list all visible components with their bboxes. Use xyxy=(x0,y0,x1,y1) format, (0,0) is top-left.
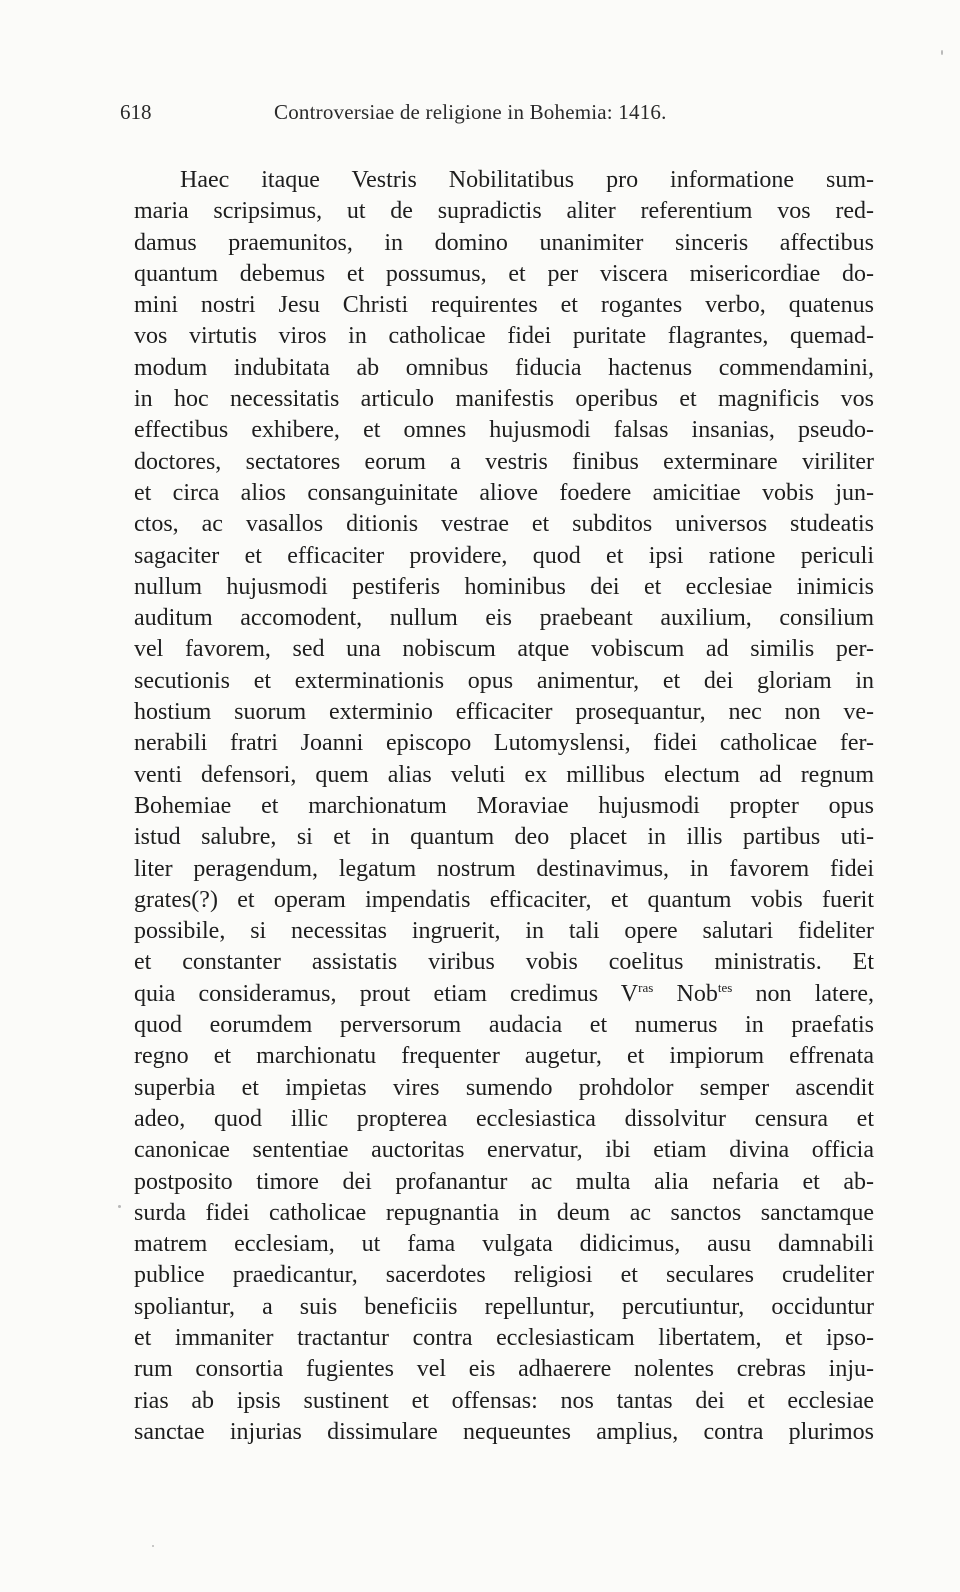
text-line: superbia et impietas vires sumendo prohdolor semper ascendit xyxy=(134,1074,874,1101)
text-line: publice praedicantur, sacerdotes religiosi et seculares crudeliter xyxy=(134,1262,874,1289)
page-number: 618 xyxy=(120,100,152,124)
text-line: liter peragendum, legatum nostrum destinavimus, in favorem fidei xyxy=(134,855,874,882)
text-line: adeo, quod illic propterea ecclesiastica dissolvitur censura et xyxy=(134,1105,874,1132)
text-line: matrem ecclesiam, ut fama vulgata didicimus, ausu damnabili xyxy=(134,1231,874,1258)
text-line: Bohemiae et marchionatum Moraviae hujusmodi propter opus xyxy=(134,792,874,819)
text-line-with-superscripts xyxy=(134,979,874,1010)
text-line: rum consortia fugientes vel eis adhaerere nolentes crebras inju- xyxy=(134,1356,874,1383)
text-line: possibile, si necessitas ingruerit, in tali opere salutari fideliter xyxy=(134,918,874,945)
scan-speck xyxy=(152,1545,154,1547)
text-line: quod eorumdem perversorum audacia et numerus in praefatis xyxy=(134,1012,874,1039)
superscript-abbrev: tes xyxy=(717,979,733,995)
text-line: nerabili fratri Joanni episcopo Lutomyslensi, fidei catholicae fer- xyxy=(134,730,874,757)
text-segment: Nob xyxy=(653,980,718,1007)
text-segment: quia consideramus, prout etiam credimus V xyxy=(134,980,639,1007)
body-text xyxy=(134,165,874,1448)
text-line: et constanter assistatis viribus vobis coelitus ministratis. Et xyxy=(134,949,874,976)
text-line: postposito timore dei profanantur ac multa alia nefaria et ab- xyxy=(134,1168,874,1195)
text-line: doctores, sectatores eorum a vestris finibus exterminare viriliter xyxy=(134,448,874,475)
text-line: et immaniter tractantur contra ecclesiasticam libertatem, et ipso- xyxy=(134,1324,874,1351)
text-segment: non latere, xyxy=(732,980,874,1007)
text-line: secutionis et exterminationis opus animentur, et dei gloriam in xyxy=(134,667,874,694)
text-line: spoliantur, a suis beneficiis repelluntur, percutiuntur, occiduntur xyxy=(134,1293,874,1320)
text-line: hostium suorum exterminio efficaciter prosequantur, nec non ve- xyxy=(134,699,874,726)
text-line: ctos, ac vasallos ditionis vestrae et subditos universos studeatis xyxy=(134,511,874,538)
scan-speck xyxy=(118,1205,121,1208)
text-line: sanctae injurias dissimulare nequeuntes amplius, contra plurimos xyxy=(134,1418,874,1445)
text-line: canonicae sententiae auctoritas enervatur, ibi etiam divina officia xyxy=(134,1137,874,1164)
running-head: Controversiae de religione in Bohemia: 1416. xyxy=(274,100,667,124)
text-line: surda fidei catholicae repugnantia in deum ac sanctos sanctamque xyxy=(134,1199,874,1226)
text-line: grates(?) et operam impendatis efficaciter, et quantum vobis fuerit xyxy=(134,886,874,913)
superscript-abbrev: ras xyxy=(638,979,654,995)
text-line: istud salubre, si et in quantum deo placet in illis partibus uti- xyxy=(134,824,874,851)
text-line: rias ab ipsis sustinent et offensas: nos tantas dei et ecclesiae xyxy=(134,1387,874,1414)
text-line: effectibus exhibere, et omnes hujusmodi falsas insanias, pseudo- xyxy=(134,417,874,444)
scan-speck xyxy=(941,50,943,55)
text-line: mini nostri Jesu Christi requirentes et rogantes verbo, quatenus xyxy=(134,292,874,319)
text-line: modum indubitata ab omnibus fiducia hactenus commendamini, xyxy=(134,354,874,381)
text-line: et circa alios consanguinitate aliove foedere amicitiae vobis jun- xyxy=(134,479,874,506)
page-header xyxy=(120,100,860,130)
text-line: regno et marchionatu frequenter augetur, et impiorum effrenata xyxy=(134,1043,874,1070)
text-line: quantum debemus et possumus, et per viscera misericordiae do- xyxy=(134,260,874,287)
text-line: in hoc necessitatis articulo manifestis operibus et magnificis vos xyxy=(134,386,874,413)
text-line: Haec itaque Vestris Nobilitatibus pro informatione sum- xyxy=(180,167,874,193)
text-line: sagaciter et efficaciter providere, quod et ipsi ratione periculi xyxy=(134,542,874,569)
text-line: nullum hujusmodi pestiferis hominibus dei et ecclesiae inimicis xyxy=(134,573,874,600)
text-line: vos virtutis viros in catholicae fidei puritate flagrantes, quemad- xyxy=(134,323,874,350)
text-line: damus praemunitos, in domino unanimiter sinceris affectibus xyxy=(134,229,874,256)
text-line: maria scripsimus, ut de supradictis aliter referentium vos red- xyxy=(134,198,874,225)
text-line: venti defensori, quem alias veluti ex millibus electum ad regnum xyxy=(134,761,874,788)
text-line: vel favorem, sed una nobiscum atque vobiscum ad similis per- xyxy=(134,636,874,663)
text-line: auditum accomodent, nullum eis praebeant auxilium, consilium xyxy=(134,605,874,632)
